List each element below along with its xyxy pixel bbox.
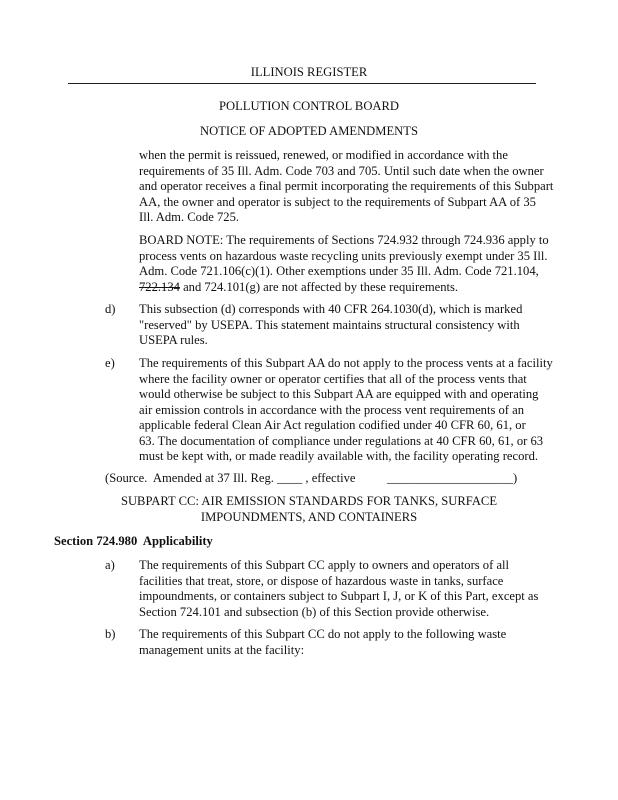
para1-line: AA, the owner and operator is subject to the requirements of Subpart AA of 35 (139, 194, 536, 209)
board-note-line (139, 280, 458, 295)
subpart-cc-heading: SUBPART CC: AIR EMISSION STANDARDS FOR TANKS, SURFACE (120, 494, 498, 508)
subsection-e-line: air emission controls in accordance with the process vent requirements of an (139, 402, 525, 417)
para1-line: when the permit is reissued, renewed, or modified in accordance with the (139, 148, 508, 162)
subsection-e-line: 63. The documentation of compliance under regulations at 40 CFR 60, 61, or 63 (139, 433, 544, 448)
board-note-line: process vents on hazardous waste recycling units previously exempt under 35 Ill. (139, 248, 548, 263)
subsection-d-line: This subsection (d) corresponds with 40 CFR 264.1030(d), which is marked (139, 302, 523, 316)
subsection-e-line: applicable federal Clean Air Act regulation codified under 40 CFR 60, 61, or (139, 418, 526, 432)
subsection-e-line: would otherwise be subject to this Subpart AA are equipped with and operating (139, 387, 539, 401)
subsection-e-label: e) (105, 356, 115, 370)
subsection-d-label: d) (105, 302, 116, 316)
subsection-a-line: impoundments, or containers subject to Subpart I, J, or K of this Part, except as (139, 589, 539, 603)
subsection-d-line: USEPA rules. (139, 333, 208, 347)
subsection-a-line: The requirements of this Subpart CC apply to owners and operators of all (139, 558, 510, 572)
subsection-a-line: Section 724.101 and subsection (b) of this Section provide otherwise. (139, 604, 490, 619)
para1-line: and operator receives a final permit incorporating the requirements of this Subpart (139, 179, 554, 193)
subsection-b-line: management units at the facility: (139, 642, 305, 657)
header-rule (68, 83, 536, 84)
register-title: ILLINOIS REGISTER (250, 65, 368, 79)
struck-text: 722.134 (139, 279, 180, 294)
source-note: (Source. Amended at 37 Ill. Reg. ____ , effective ____________________) (105, 471, 518, 485)
board-note-line: Adm. Code 721.106(c)(1). Other exemptions under 35 Ill. Adm. Code 721.104, (139, 264, 539, 278)
subpart-cc-heading: IMPOUNDMENTS, AND CONTAINERS (200, 509, 418, 524)
agency-title: POLLUTION CONTROL BOARD (218, 99, 400, 113)
subsection-e-line: must be kept with, or made readily available with, the facility operating record. (139, 449, 539, 463)
subsection-e-line: where the facility owner or operator certifies that all of the process vents that (139, 371, 527, 386)
notice-title: NOTICE OF ADOPTED AMENDMENTS (200, 124, 418, 138)
subsection-d-line: "reserved" by USEPA. This statement maintains structural consistency with (139, 317, 520, 332)
section-heading: Section 724.980 Applicability (54, 534, 213, 548)
board-note-line: BOARD NOTE: The requirements of Sections 724.932 through 724.936 apply to (139, 233, 549, 247)
subsection-b-line: The requirements of this Subpart CC do not apply to the following waste (139, 627, 507, 641)
subsection-a-line: facilities that treat, store, or dispose of hazardous waste in tanks, surface (139, 573, 504, 588)
para1-line: Ill. Adm. Code 725. (139, 210, 240, 224)
board-note-rest: and 724.101(g) are not affected by these requirements. (179, 279, 459, 294)
subsection-a-label: a) (105, 558, 115, 572)
subsection-e-line: The requirements of this Subpart AA do not apply to the process vents at a facility (139, 356, 553, 370)
para1-line: requirements of 35 Ill. Adm. Code 703 and 705. Until such date when the owner (139, 163, 544, 178)
subsection-b-label: b) (105, 627, 116, 641)
